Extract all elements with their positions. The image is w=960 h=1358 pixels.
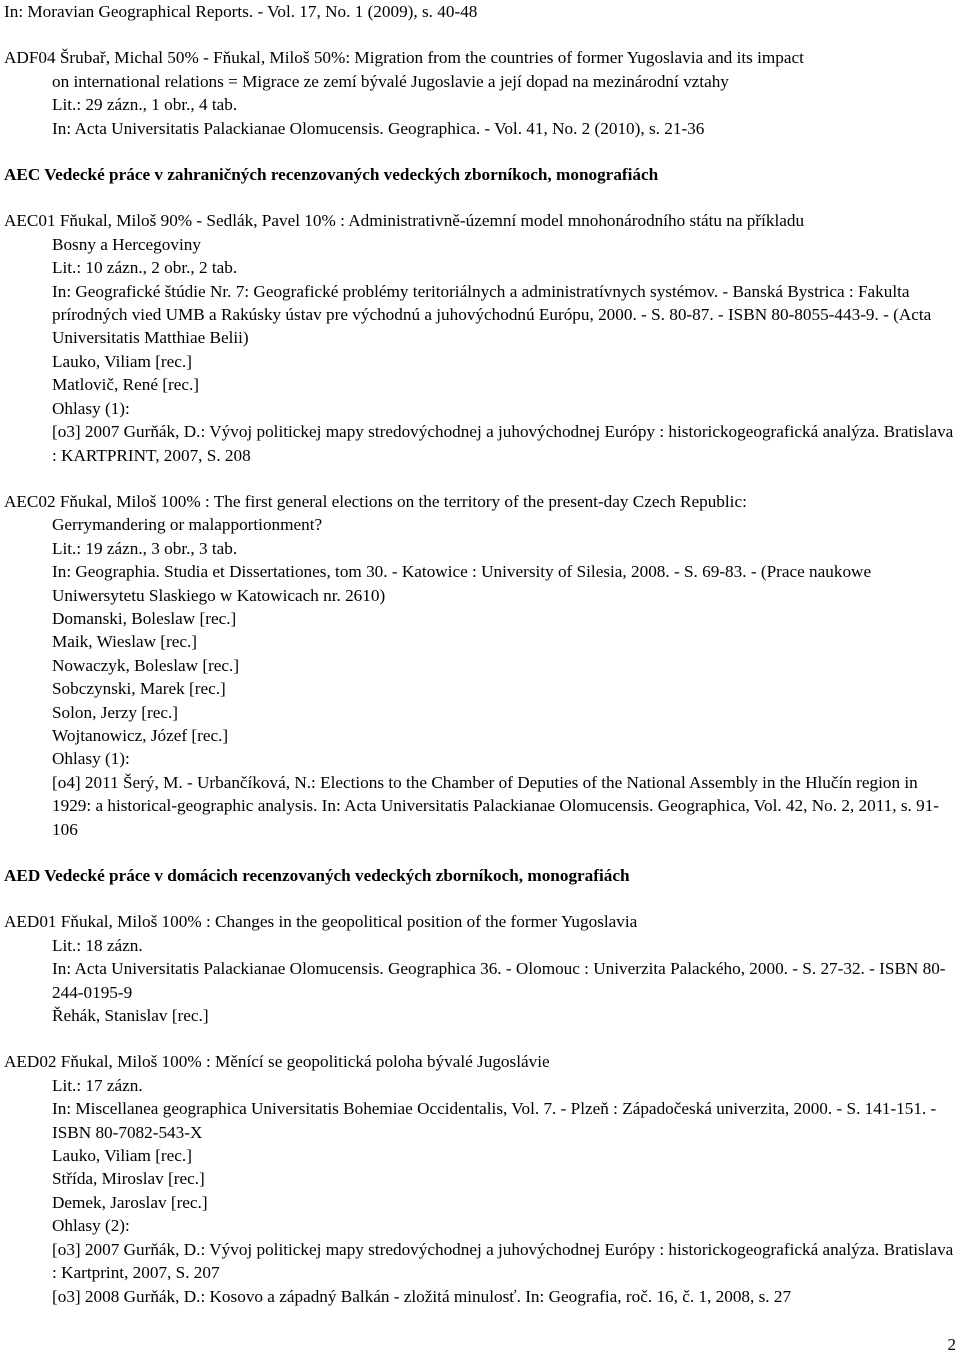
entry-title-line: Bosny a Hercegoviny: [52, 234, 201, 254]
reviewer: Sobczynski, Marek [rec.]: [52, 679, 226, 699]
entry-aed01: [4, 910, 960, 1027]
entry-title-line: on international relations = Migrace ze zemí bývalé Jugoslavie a její dopad na mezinárodní vztahy: [52, 71, 729, 91]
entry-source: In: Acta Universitatis Palackianae Olomucensis. Geographica 36. - Olomouc : Univerzita Palackého, 2000. - S. 27-32. - ISBN 80-244-0195-9: [52, 959, 946, 1002]
entry-source: In: Acta Universitatis Palackianae Olomucensis. Geographica. - Vol. 41, No. 2 (2010), s. 21-36: [52, 118, 705, 138]
previous-entry-source: In: Moravian Geographical Reports. - Vol. 17, No. 1 (2009), s. 40-48: [4, 2, 478, 21]
entry-source: In: Miscellanea geographica Universitatis Bohemiae Occidentalis, Vol. 7. - Plzeň : Západočeská univerzita, 2000. - S. 141-151. - ISBN 80-7082-543-X: [52, 1099, 937, 1142]
entry-lit: Lit.: 29 zázn., 1 obr., 4 tab.: [52, 95, 238, 115]
citation: [o3] 2008 Gurňák, D.: Kosovo a západný Balkán - zložitá minulosť. In: Geografia, roč. 16, č. 1, 2008, s. 27: [52, 1286, 792, 1306]
reviewer: Lauko, Viliam [rec.]: [52, 351, 192, 371]
reviewer: Lauko, Viliam [rec.]: [52, 1146, 192, 1166]
document-page: [4, 0, 960, 1308]
entry-aec02: [4, 490, 960, 841]
citations-count: Ohlasy (1):: [52, 749, 130, 769]
reviewer: Střída, Miroslav [rec.]: [52, 1169, 205, 1189]
entry-title-line: AEC02 Fňukal, Miloš 100% : The first general elections on the territory of the present-day Czech Republic:: [4, 491, 747, 511]
reviewer: Matlovič, René [rec.]: [52, 375, 199, 395]
entry-title-line: ADF04 Šrubař, Michal 50% - Fňukal, Miloš 50%: Migration from the countries of former Yugoslavia and its impact: [4, 48, 804, 68]
entry-title-line: AED01 Fňukal, Miloš 100% : Changes in the geopolitical position of the former Yugoslavia: [4, 912, 638, 932]
entry-lit: Lit.: 19 zázn., 3 obr., 3 tab.: [52, 538, 238, 558]
section-heading-aed: AED Vedecké práce v domácich recenzovaných vedeckých zborníkoch, monografiách: [4, 866, 630, 885]
reviewer: Řehák, Stanislav [rec.]: [52, 1006, 209, 1026]
citation: [o4] 2011 Šerý, M. - Urbančíková, N.: Elections to the Chamber of Deputies of the National Assembly in the Hlučín region in 1929: a historical-geographic analysis. In: Acta Universitatis Palackianae Olomucensis. Geographica, Vol. 42, No. 2, 2011, s. 91-106: [52, 772, 940, 839]
entry-lit: Lit.: 17 zázn.: [52, 1075, 143, 1095]
entry-title-line: Gerrymandering or malapportionment?: [52, 515, 323, 535]
citation: [o3] 2007 Gurňák, D.: Vývoj politickej mapy stredovýchodnej a juhovýchodnej Európy : historickogeografická analýza. Bratislava : KARTPRINT, 2007, S. 208: [52, 422, 954, 465]
entry-aec01: [4, 209, 960, 466]
entry-source: In: Geographia. Studia et Dissertationes, tom 30. - Katowice : University of Silesia, 2008. - S. 69-83. - (Prace naukowe Uniwersytetu Slaskiego w Katowicach nr. 2610): [52, 562, 872, 605]
reviewer: Maik, Wieslaw [rec.]: [52, 632, 198, 652]
citations-count: Ohlasy (1):: [52, 398, 130, 418]
reviewer: Wojtanowicz, Józef [rec.]: [52, 725, 229, 745]
reviewer: Demek, Jaroslav [rec.]: [52, 1192, 208, 1212]
page-number: 2: [947, 1335, 956, 1354]
entry-source: In: Geografické štúdie Nr. 7: Geografické problémy teritoriálnych a administratívnych systémov. - Banská Bystrica : Fakulta prírodných vied UMB a Rakúsky ústav pre východnú a juhovýchodnú Európu, 2000. - S. 80-87. - ISBN 80-8055-443-9. - (Acta Universitatis Matthiae Belii): [52, 281, 932, 348]
entry-title-line: AED02 Fňukal, Miloš 100% : Měnící se geopolitická poloha bývalé Jugoslávie: [4, 1052, 550, 1072]
citations-count: Ohlasy (2):: [52, 1216, 130, 1236]
citation: [o3] 2007 Gurňák, D.: Vývoj politickej mapy stredovýchodnej a juhovýchodnej Európy : historickogeografická analýza. Bratislava : Kartprint, 2007, S. 207: [52, 1239, 954, 1283]
entry-aed02: [4, 1050, 960, 1307]
entry-lit: Lit.: 18 zázn.: [52, 935, 143, 955]
entry-lit: Lit.: 10 zázn., 2 obr., 2 tab.: [52, 258, 238, 278]
reviewer: Nowaczyk, Boleslaw [rec.]: [52, 655, 240, 675]
reviewer: Domanski, Boleslaw [rec.]: [52, 608, 237, 628]
section-heading-aec: AEC Vedecké práce v zahraničných recenzovaných vedeckých zborníkoch, monografiách: [4, 165, 659, 185]
entry-adf04: [4, 46, 960, 140]
entry-title-line: AEC01 Fňukal, Miloš 90% - Sedlák, Pavel 10% : Administrativně-územní model mnohonárodního státu na příkladu: [4, 211, 805, 231]
reviewer: Solon, Jerzy [rec.]: [52, 702, 178, 722]
